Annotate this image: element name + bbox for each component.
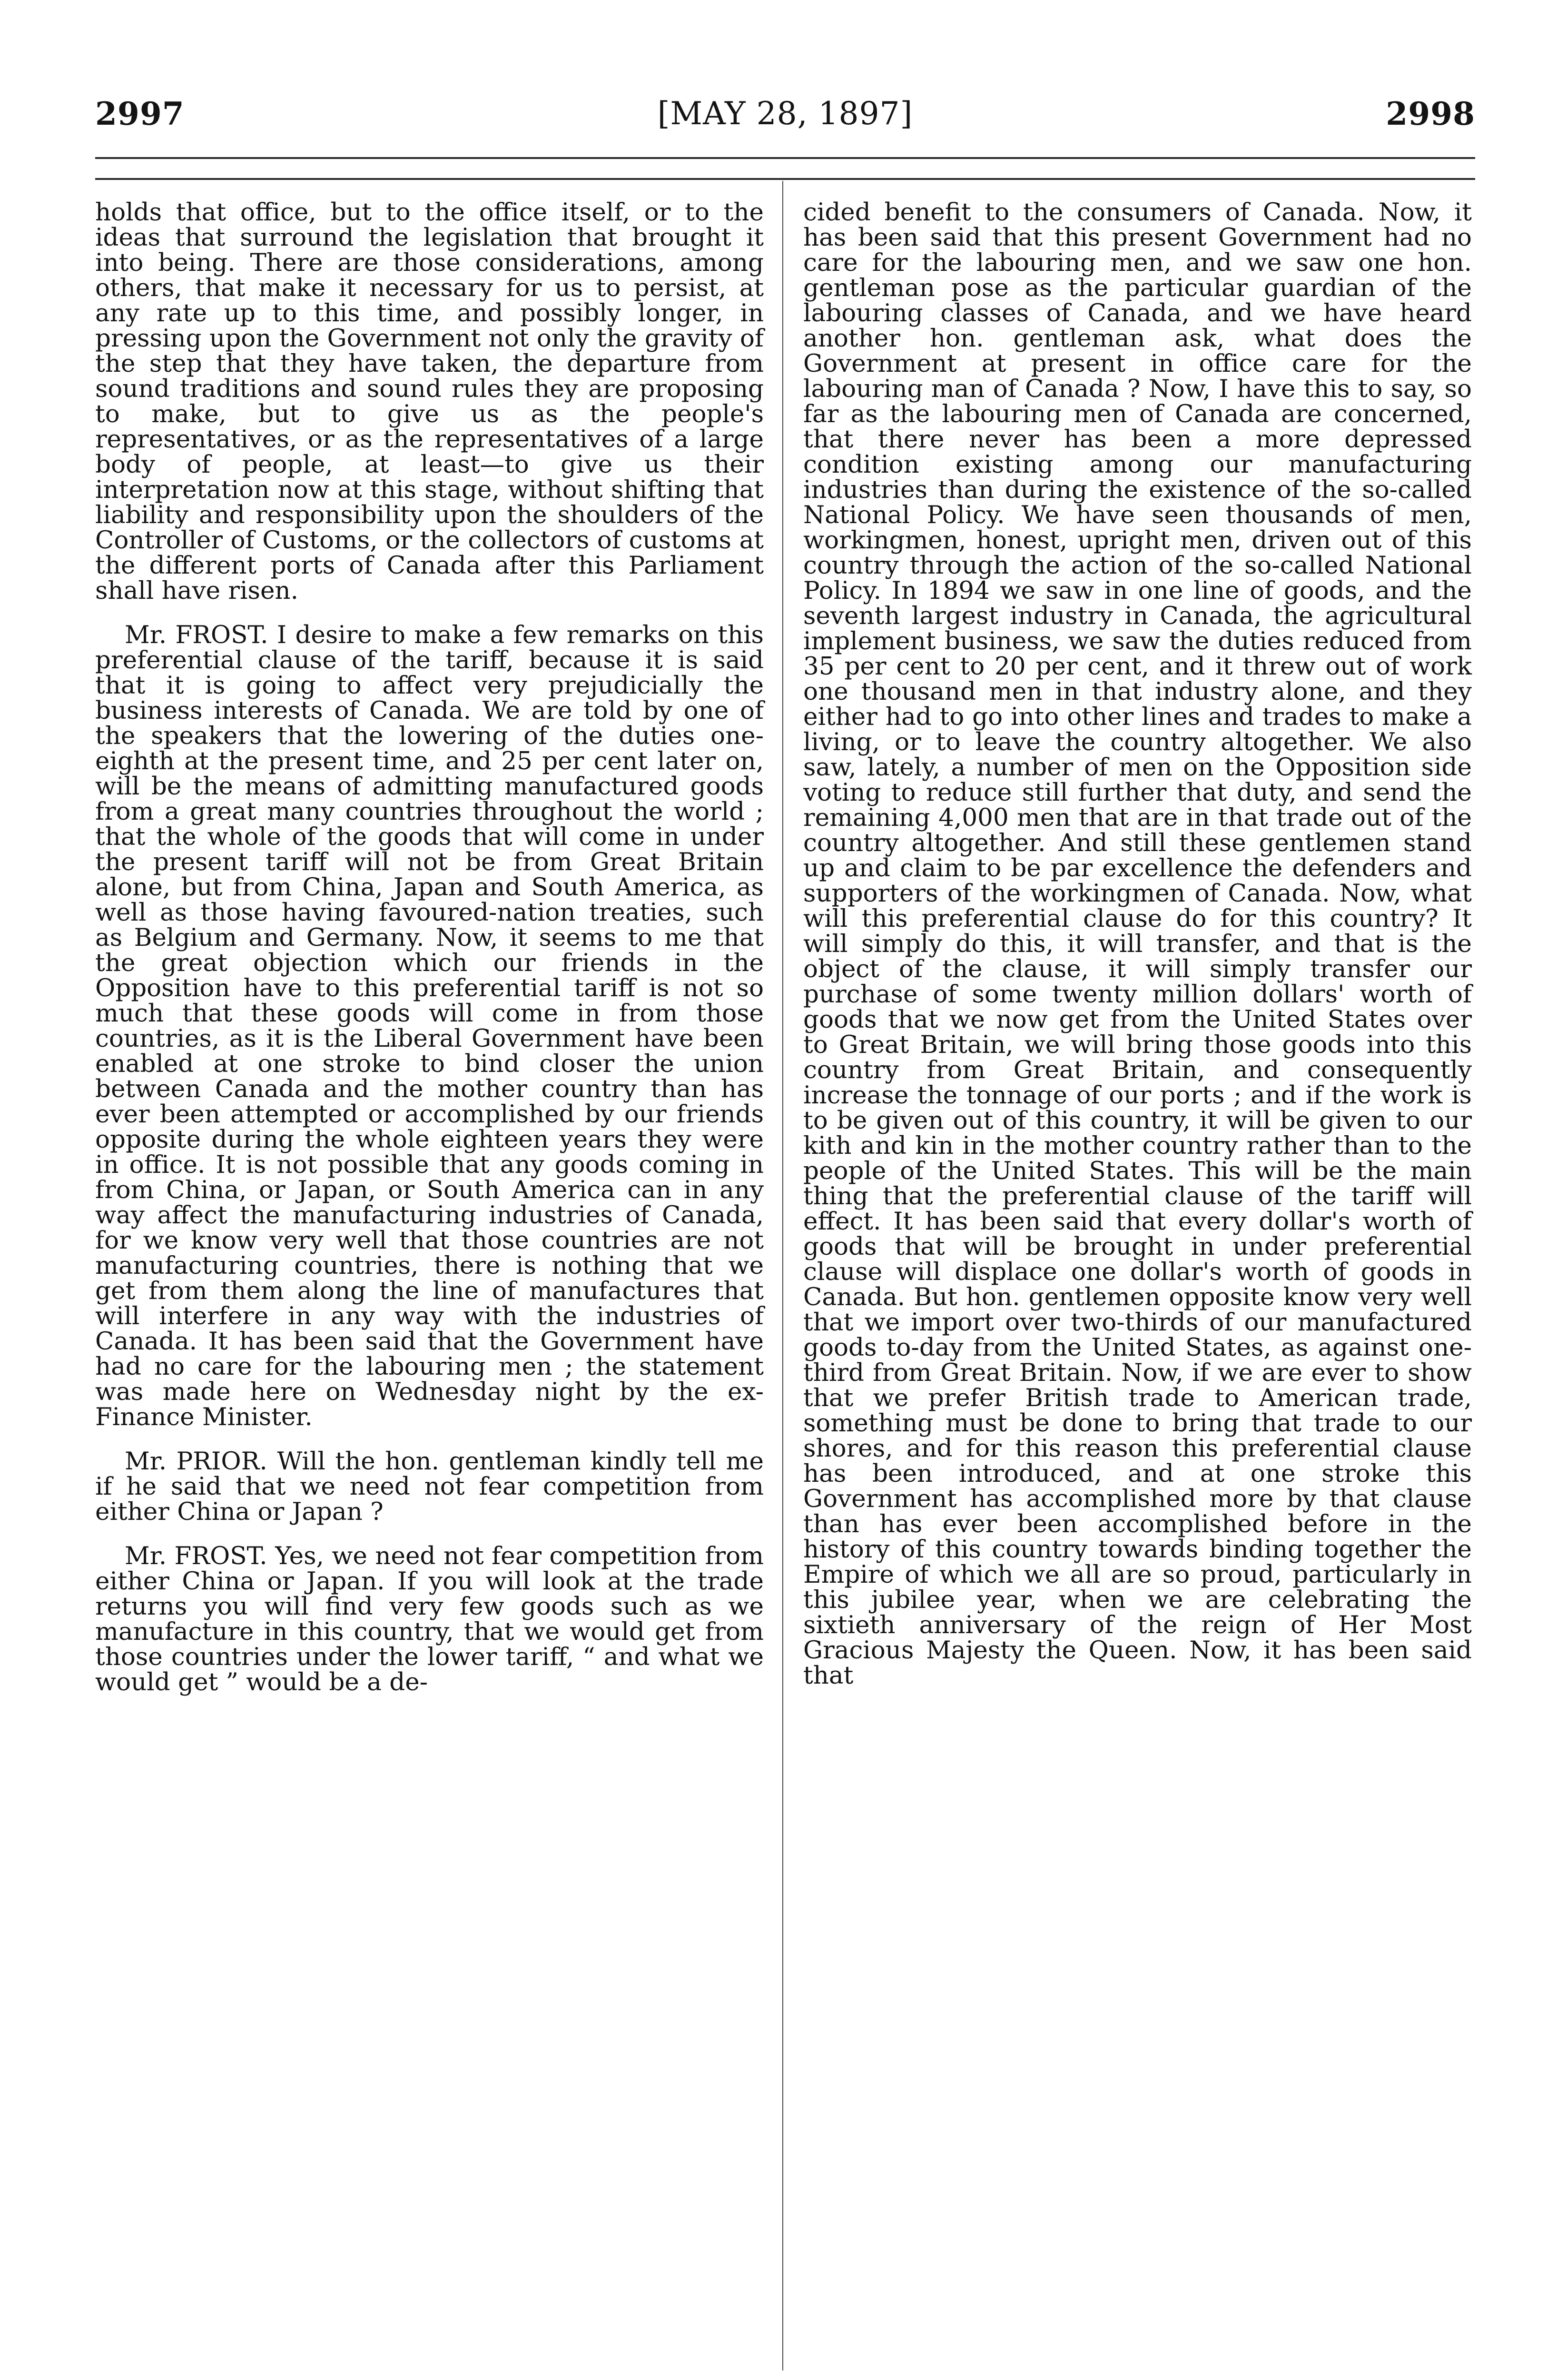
column-divider	[782, 181, 783, 2370]
speech-text: I desire to make a few remarks on this preferential clause of the tariff, because it is said that it is going to affect very prejudicially the business interests of Canada. We are told by one of the speakers that the lowering of the duties one-eighth at the present time, and 25 per cent later on, will be the means of admitting manufactured goods from a great many countries throughout the world ; that the whole of the goods that will come in under the present tariff will not be from Great Britain alone, but from China, Japan and South America, as well as those having favoured-nation treaties, such as Belgium and Germany. Now, it seems to me that the great objection which our friends in the Opposition have to this preferential tariff is not so much that these goods will come in from those countries, as it is the Liberal Government have been enabled at one stroke to bind closer the union between Canada and the mother country than has ever been attempted or accomplished by our friends opposite during the whole eighteen years they were in office. It is not possible that any goods coming in from China, or Japan, or South America can in any way affect the manufacturing industries of Canada, for we know very well that those countries are not manufacturing countries, there is nothing that we get from them along the line of manufactures that will interfere in any way with the industries of Canada. It has been said that the Government have had no care for the labouring men ; the statement was made here on Wednesday night by the ex-Finance Minister.	[95, 621, 764, 1431]
header-rule-bottom	[95, 178, 1475, 180]
speech-text: Yes, we need not fear competition from either China or Japan. If you will look at the trade returns you will find very few goods such as we manufacture in this country, that we would get from those countries under the lower tariff, “ and what we would get ” would be a de-	[95, 1542, 764, 1696]
speaker-name: Mr. PRIOR.	[125, 1447, 267, 1476]
header-date: [MAY 28, 1897]	[657, 95, 913, 132]
right-column	[803, 200, 1472, 1688]
paragraph-frost-1	[95, 623, 764, 1430]
speech-text: Will the hon. gentleman kindly tell me if he said that we need not fear competition from either China or Japan ?	[95, 1447, 764, 1526]
speaker-name: Mr. FROST.	[125, 1542, 267, 1570]
paragraph-prior	[95, 1449, 764, 1525]
left-column	[95, 200, 764, 1695]
speaker-name: Mr. FROST.	[125, 621, 268, 649]
paragraph-frost-2	[95, 1544, 764, 1695]
page-number-left: 2997	[95, 95, 185, 132]
page-header	[95, 95, 1475, 140]
header-rule-top	[95, 157, 1475, 159]
paragraph-continued: holds that office, but to the office itself, or to the ideas that surround the legislation that brought it into being. There are those considerations, among others, that make it necessary for us to persist, at any rate up to this time, and possibly longer, in pressing upon the Government not only the gravity of the step that they have taken, the departure from sound traditions and sound rules they are proposing to make, but to give us as the people's representatives, or as the representatives of a large body of people, at least—to give us their interpretation now at this stage, without shifting that liability and responsibility upon the shoulders of the Controller of Customs, or the collectors of customs at the different ports of Canada after this Parliament shall have risen.	[95, 198, 764, 605]
paragraph-continued: cided benefit to the consumers of Canada. Now, it has been said that this present Government had no care for the labouring men, and we saw one hon. gentleman pose as the particular guardian of the labouring classes of Canada, and we have heard another hon. gentleman ask, what does the Government at present in office care for the labouring man of Canada ? Now, I have this to say, so far as the labouring men of Canada are concerned, that there never has been a more depressed condition existing among our manufacturing industries than during the existence of the so-called National Policy. We have seen thousands of men, workingmen, honest, upright men, driven out of this country through the action of the so-called National Policy. In 1894 we saw in one line of goods, and the seventh largest industry in Canada, the agricultural implement business, we saw the duties reduced from 35 per cent to 20 per cent, and it threw out of work one thousand men in that industry alone, and they either had to go into other lines and trades to make a living, or to leave the country altogether. We also saw, lately, a number of men on the Opposition side voting to reduce still further that duty, and send the remaining 4,000 men that are in that trade out of the country altogether. And still these gentlemen stand up and claim to be par excellence the defenders and supporters of the workingmen of Canada. Now, what will this preferential clause do for this country? It will simply do this, it will transfer, and that is the object of the clause, it will simply transfer our purchase of some twenty million dollars' worth of goods that we now get from the United States over to Great Britain, we will bring those goods into this country from Great Britain, and consequently increase the tonnage of our ports ; and if the work is to be given out of this country, it will be given to our kith and kin in the mother country rather than to the people of the United States. This will be the main thing that the preferential clause of the tariff will effect. It has been said that every dollar's worth of goods that will be brought in under preferential clause will displace one dollar's worth of goods in Canada. But hon. gentlemen opposite know very well that we import over two-thirds of our manufactured goods to-day from the United States, as against one-third from Great Britain. Now, if we are ever to show that we prefer British trade to American trade, something must be done to bring that trade to our shores, and for this reason this preferential clause has been introduced, and at one stroke this Government has accomplished more by that clause than has ever been accomplished before in the history of this country towards binding together the Empire of which we all are so proud, particularly in this jubilee year, when we are celebrating the sixtieth anniversary of the reign of Her Most Gracious Majesty the Queen. Now, it has been said that	[803, 198, 1472, 1690]
page-number-right: 2998	[1386, 95, 1475, 132]
